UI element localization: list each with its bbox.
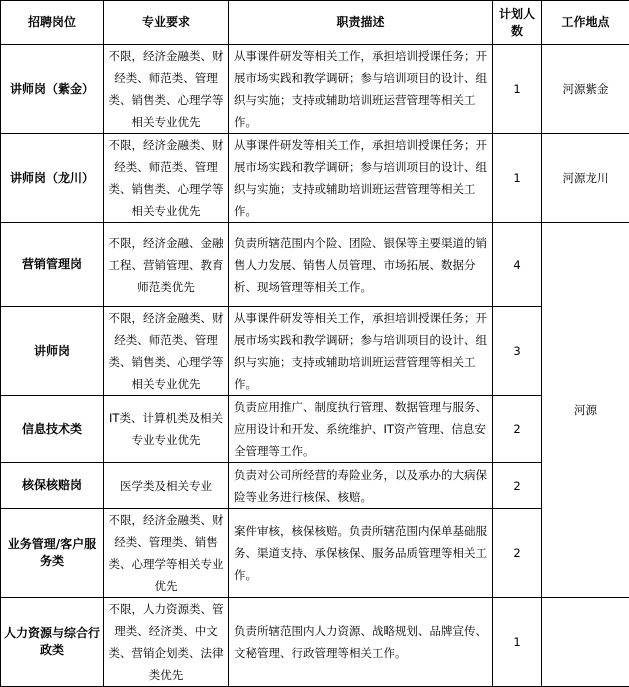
table-row — [1, 396, 629, 463]
duty-cell: 负责所辖范围内个险、团险、银保等主要渠道的销售人力发展、销售人员管理、市场拓展、数据分析、现场管理等相关工作。 — [229, 223, 493, 307]
count-cell: 2 — [493, 396, 542, 463]
count-cell: 4 — [493, 223, 542, 307]
duty-cell: 负责所辖范围内人力资源、战略规划、品牌宣传、文秘管理、行政管理等相关工作。 — [229, 598, 493, 687]
header-duty: 职责描述 — [229, 1, 493, 45]
major-cell: 不限，经济金融类、财经类、师范类、管理类、销售类、心理学等相关专业优先 — [104, 307, 229, 396]
table-row — [1, 45, 629, 134]
duty-cell: 从事课件研发等相关工作，承担培训授课任务；开展市场实践和教学调研；参与培训项目的设计、组织与实施；支持或辅助培训班运营管理等相关工作。 — [229, 45, 493, 134]
location-cell: 河源 — [542, 223, 629, 598]
count-cell: 1 — [493, 598, 542, 687]
table-row — [1, 463, 629, 509]
count-cell: 1 — [493, 45, 542, 134]
duty-cell: 从事课件研发等相关工作，承担培训授课任务；开展市场实践和教学调研；参与培训项目的设计、组织与实施；支持或辅助培训班运营管理等相关工作。 — [229, 134, 493, 223]
duty-cell: 从事课件研发等相关工作，承担培训授课任务；开展市场实践和教学调研；参与培训项目的设计、组织与实施；支持或辅助培训班运营管理等相关工作。 — [229, 307, 493, 396]
header-major: 专业要求 — [104, 1, 229, 45]
post-cell: 营销管理岗 — [1, 223, 104, 307]
location-cell — [542, 598, 629, 687]
post-cell: 信息技术类 — [1, 396, 104, 463]
post-cell: 讲师岗 — [1, 307, 104, 396]
major-cell: 不限，经济金融类、财经类、管理类、销售类、心理学等相关专业优先 — [104, 509, 229, 598]
count-cell: 2 — [493, 463, 542, 509]
major-cell: IT类、计算机类及相关专业专业优先 — [104, 396, 229, 463]
duty-cell: 案件审核，核保核赔。负责所辖范围内保单基础服务、渠道支持、承保核保、服务品质管理等相关工作。 — [229, 509, 493, 598]
duty-cell: 负责应用推广、制度执行管理、数据管理与服务、应用设计和开发、系统维护、IT资产管理、信息安全管理等工作。 — [229, 396, 493, 463]
table-row — [1, 134, 629, 223]
table-row — [1, 509, 629, 598]
table-row — [1, 307, 629, 396]
major-cell: 不限，经济金融类、财经类、师范类、管理类、销售类、心理学等相关专业优先 — [104, 45, 229, 134]
post-cell: 核保核赔岗 — [1, 463, 104, 509]
duty-cell: 负责对公司所经营的寿险业务，以及承办的大病保险等业务进行核保、核赔。 — [229, 463, 493, 509]
major-cell: 不限，经济金融类、财经类、师范类、管理类、销售类、心理学等相关专业优先 — [104, 134, 229, 223]
post-cell: 业务管理/客户服务类 — [1, 509, 104, 598]
post-cell: 人力资源与综合行政类 — [1, 598, 104, 687]
header-count: 计划人数 — [493, 1, 542, 45]
header-post: 招聘岗位 — [1, 1, 104, 45]
post-cell: 讲师岗（紫金） — [1, 45, 104, 134]
post-cell: 讲师岗（龙川） — [1, 134, 104, 223]
count-cell: 1 — [493, 134, 542, 223]
table-row — [1, 223, 629, 307]
major-cell: 不限，人力资源类、管理类、经济类、中文类、营销企划类、法律类优先 — [104, 598, 229, 687]
major-cell: 医学类及相关专业 — [104, 463, 229, 509]
table-row — [1, 598, 629, 687]
count-cell: 2 — [493, 509, 542, 598]
header-location: 工作地点 — [542, 1, 629, 45]
count-cell: 3 — [493, 307, 542, 396]
major-cell: 不限，经济金融、金融工程、营销管理、教育师范类优先 — [104, 223, 229, 307]
table-header-row — [1, 1, 629, 45]
location-cell: 河源紫金 — [542, 45, 629, 134]
location-cell: 河源龙川 — [542, 134, 629, 223]
